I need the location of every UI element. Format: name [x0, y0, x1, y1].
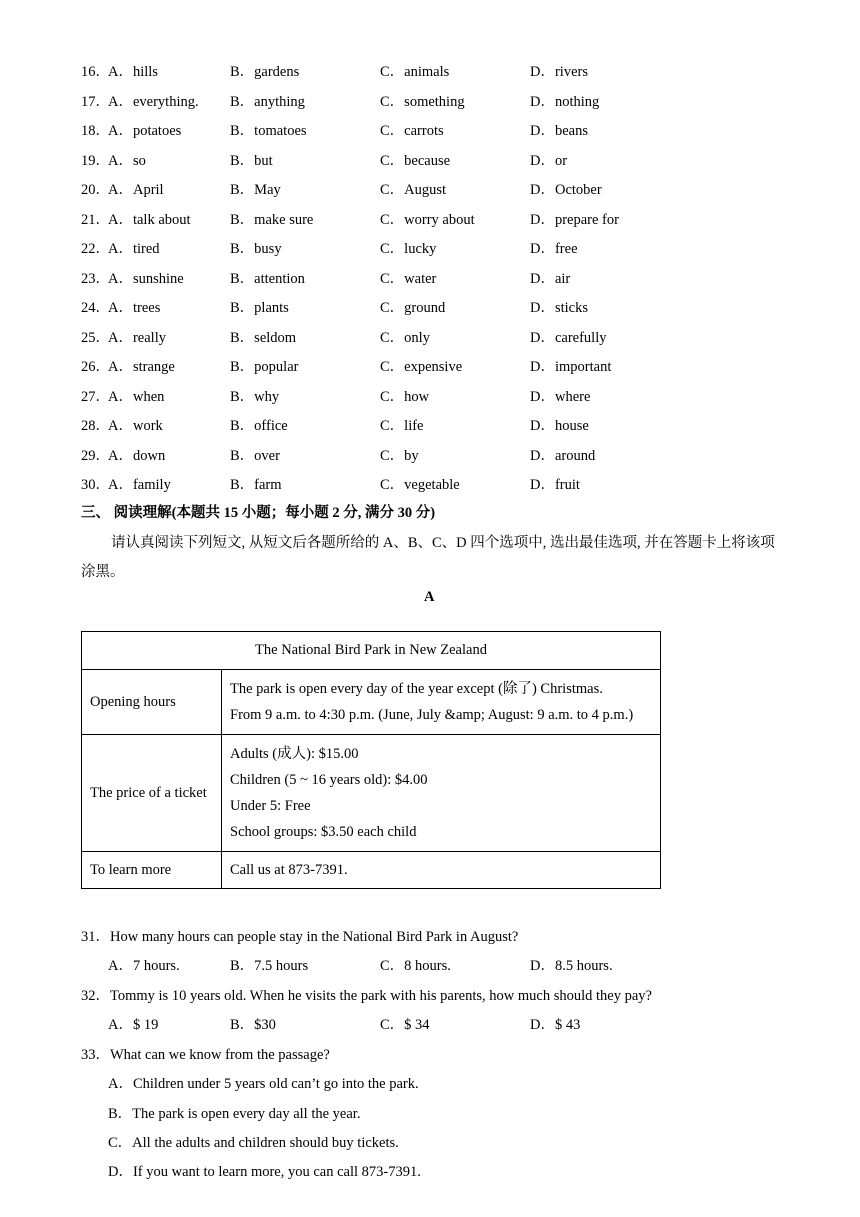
option-c: C．ground	[380, 300, 446, 316]
option-b: B．busy	[230, 241, 282, 257]
question-number: 29．	[81, 447, 110, 464]
option-a: A．work	[108, 418, 163, 434]
question-options	[108, 954, 708, 982]
option-a: A．down	[108, 447, 166, 464]
option-a: A．strange	[108, 359, 175, 375]
option-b: B．seldom	[230, 329, 297, 346]
question-number: 22．	[81, 241, 110, 257]
option-d: D．sticks	[530, 300, 588, 316]
option-a: A．sunshine	[108, 270, 184, 287]
option-row	[81, 296, 781, 326]
opening-hours-value	[222, 670, 661, 735]
option-a: A．really	[108, 329, 166, 346]
question-number: 30．	[81, 477, 110, 493]
option-a: A．April	[108, 182, 164, 198]
question-number: 27．	[81, 388, 110, 405]
option-a: A．tired	[108, 241, 160, 257]
option-row	[81, 60, 781, 90]
question-number: 20．	[81, 182, 110, 198]
bird-park-info-table	[81, 631, 661, 889]
option-row	[81, 267, 781, 297]
option-d: D．or	[530, 152, 568, 169]
question-number: 23．	[81, 270, 110, 287]
option-d: D．house	[530, 418, 589, 434]
option-a: A．trees	[108, 300, 161, 316]
option-b: B．$30	[230, 1017, 276, 1033]
option-b: B．why	[230, 388, 280, 405]
question-number: 25．	[81, 329, 110, 346]
option-d: D．beans	[530, 123, 588, 139]
option-d: D．important	[530, 359, 612, 375]
option-c: C．8 hours.	[380, 958, 451, 974]
option-c: C．life	[380, 418, 424, 434]
option-b: B．farm	[230, 477, 282, 493]
price-line: Adults (成人): $15.00	[230, 746, 359, 762]
option-c: C．$ 34	[380, 1017, 430, 1033]
learn-more-value: Call us at 873-7391.	[222, 852, 661, 889]
option-row	[81, 119, 781, 149]
ticket-price-label: The price of a ticket	[82, 735, 222, 852]
option-b: B．office	[230, 418, 288, 434]
ticket-price-value	[222, 735, 661, 852]
price-line: School groups: $3.50 each child	[230, 824, 417, 840]
option-b: B．May	[230, 182, 281, 198]
option-b: B．The park is open every day all the year.	[108, 1106, 361, 1122]
option-c: C．water	[380, 270, 437, 287]
option-b: B．gardens	[230, 64, 300, 80]
option-c: C．because	[380, 152, 451, 169]
option-a: A．$ 19	[108, 1017, 159, 1033]
option-d: D．fruit	[530, 477, 580, 493]
option-b: B．attention	[230, 270, 305, 287]
question-number: 24．	[81, 300, 110, 316]
option-a: A．talk about	[108, 211, 191, 228]
question-stem: 31．How many hours can people stay in the National Bird Park in August?	[81, 929, 519, 945]
question-options	[108, 1013, 708, 1041]
option-d: D．carefully	[530, 329, 607, 346]
option-a: A．Children under 5 years old can’t go into the park.	[108, 1076, 419, 1092]
option-c: C．carrots	[380, 123, 444, 139]
option-d: D．prepare for	[530, 211, 619, 228]
option-a: A．so	[108, 152, 146, 169]
table-title: The National Bird Park in New Zealand	[82, 632, 661, 670]
option-c: C．expensive	[380, 359, 463, 375]
opening-hours-label: Opening hours	[82, 670, 222, 735]
learn-more-label: To learn more	[82, 852, 222, 889]
option-d: D．around	[530, 447, 596, 464]
passage-label: A	[424, 589, 435, 605]
option-b: B．anything	[230, 93, 305, 110]
option-row	[81, 385, 781, 415]
option-a: A．everything.	[108, 93, 199, 110]
question-number: 21．	[81, 211, 110, 228]
option-row	[81, 444, 781, 474]
question-stem: 33．What can we know from the passage?	[81, 1047, 330, 1063]
option-a: A．potatoes	[108, 123, 182, 139]
opening-line: From 9 a.m. to 4:30 p.m. (June, July &amp; August: 9 a.m. to 4 p.m.)	[230, 707, 634, 723]
question-number: 17．	[81, 93, 110, 110]
option-row	[81, 473, 781, 503]
question-number: 26．	[81, 359, 110, 375]
option-b: B．make sure	[230, 211, 314, 228]
option-row	[81, 326, 781, 356]
option-c: C．vegetable	[380, 477, 460, 493]
question-number: 18．	[81, 123, 110, 139]
option-d: D．October	[530, 182, 602, 198]
option-c: C．lucky	[380, 241, 437, 257]
price-line: Under 5: Free	[230, 798, 311, 814]
option-d: D．rivers	[530, 64, 588, 80]
option-c: C．August	[380, 182, 447, 198]
option-c: C．worry about	[380, 211, 475, 228]
option-a: A．hills	[108, 64, 158, 80]
option-row	[81, 414, 781, 444]
option-b: B．popular	[230, 359, 299, 375]
question-number: 16．	[81, 64, 110, 80]
option-row	[81, 208, 781, 238]
question-number: 28．	[81, 418, 110, 434]
option-d: D．If you want to learn more, you can call 873-7391.	[108, 1164, 421, 1180]
price-line: Children (5 ~ 16 years old): $4.00	[230, 772, 428, 788]
section-title: 三、 阅读理解(本题共 15 小题；每小题 2 分, 满分 30 分)	[81, 505, 436, 521]
option-row	[81, 237, 781, 267]
option-d: D．air	[530, 270, 571, 287]
option-b: B．tomatoes	[230, 123, 307, 139]
option-c: C．by	[380, 447, 419, 464]
section-instruction: 请认真阅读下列短文, 从短文后各题所给的 A、B、C、D 四个选项中, 选出最佳选项, 并在答题卡上将该项涂黑。	[81, 535, 775, 580]
option-c: C．only	[380, 329, 430, 346]
option-row	[81, 178, 781, 208]
question-stem: 32．Tommy is 10 years old. When he visits the park with his parents, how much should they pay?	[81, 988, 652, 1004]
option-d: D．$ 43	[530, 1017, 581, 1033]
option-b: B．plants	[230, 300, 289, 316]
option-c: C．All the adults and children should buy tickets.	[108, 1135, 399, 1151]
option-row	[81, 90, 781, 120]
option-d: D．8.5 hours.	[530, 958, 613, 974]
option-c: C．animals	[380, 64, 450, 80]
option-row	[81, 355, 781, 385]
option-a: A．when	[108, 388, 165, 405]
option-a: A．family	[108, 477, 171, 493]
option-a: A．7 hours.	[108, 958, 180, 974]
option-c: C．how	[380, 388, 430, 405]
option-row	[81, 149, 781, 179]
option-d: D．free	[530, 241, 578, 257]
option-b: B．but	[230, 152, 273, 169]
option-b: B．7.5 hours	[230, 958, 309, 974]
opening-line: The park is open every day of the year except (除了) Christmas.	[230, 681, 603, 697]
question-number: 19．	[81, 152, 110, 169]
option-d: D．where	[530, 388, 591, 405]
option-d: D．nothing	[530, 93, 600, 110]
option-c: C．something	[380, 93, 465, 110]
option-b: B．over	[230, 447, 280, 464]
